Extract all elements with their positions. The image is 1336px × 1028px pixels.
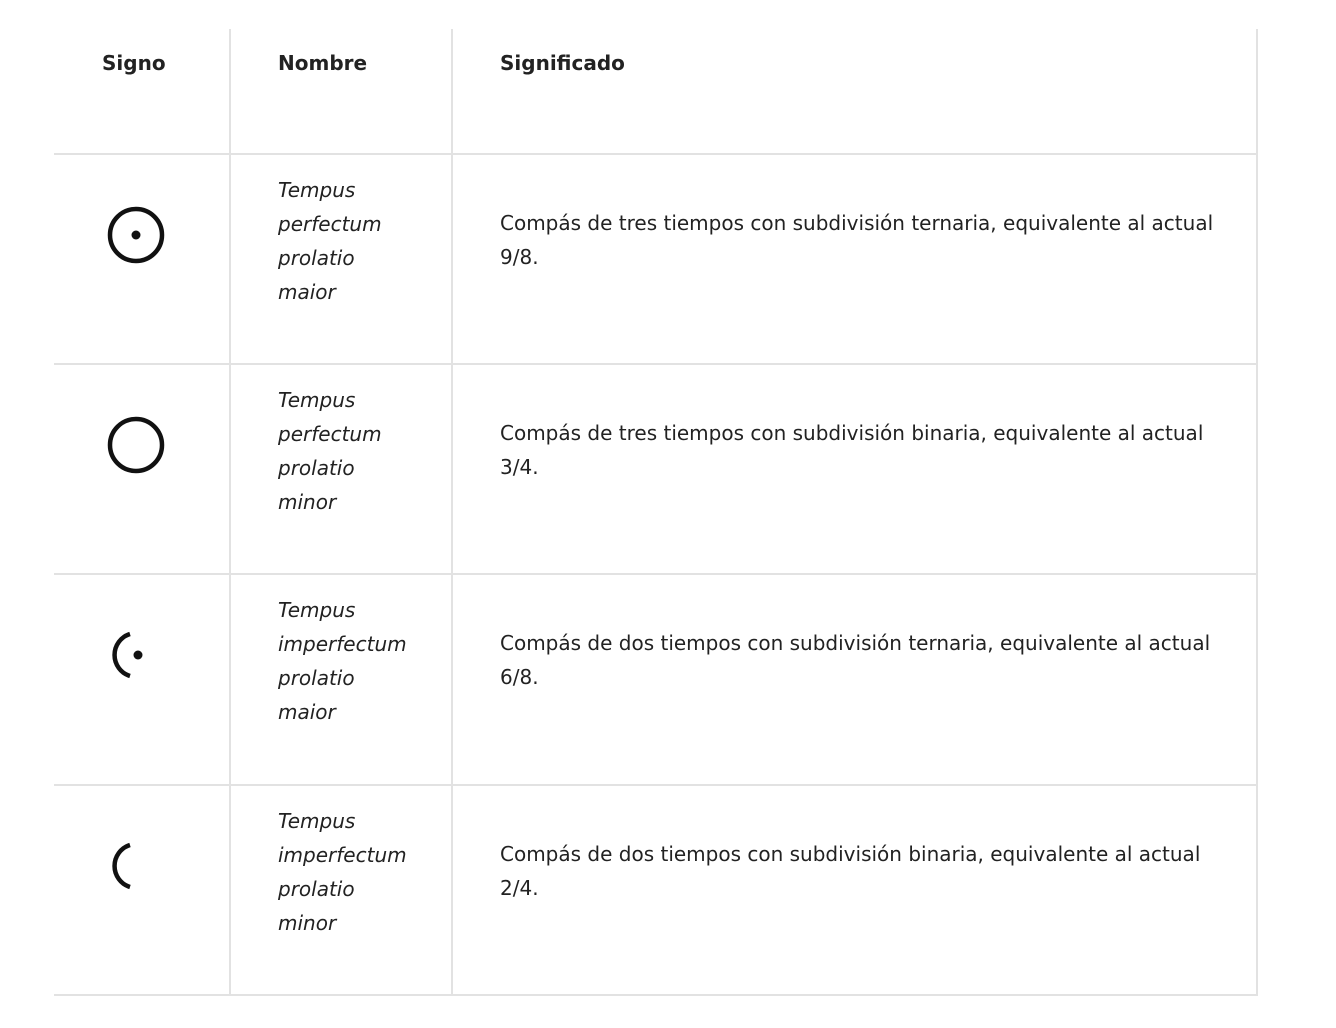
header-name: Nombre: [278, 51, 368, 75]
sign-meaning: Compás de dos tiempos con subdivisión ternaria, equivalente al actual 6/8.: [500, 631, 1211, 689]
mensural-signs-table: [54, 29, 1258, 996]
table-row: [54, 155, 1258, 364]
sign-meaning: Compás de dos tiempos con subdivisión binaria, equivalente al actual 2/4.: [500, 842, 1201, 900]
table-row: [54, 365, 1258, 574]
table-row: [54, 575, 1258, 784]
half-circle-icon: [105, 835, 167, 897]
circle-icon: [105, 414, 167, 476]
table-row: [54, 786, 1258, 995]
sign-name: Tempus imperfectum prolatio minor: [278, 809, 407, 935]
half-circle-with-dot-icon: [105, 624, 167, 686]
sign-name: Tempus perfectum prolatio minor: [278, 388, 382, 514]
sign-name: Tempus perfectum prolatio maior: [278, 178, 382, 304]
table-header: [54, 29, 1258, 153]
header-meaning: Significado: [500, 51, 625, 75]
sign-meaning: Compás de tres tiempos con subdivisión binaria, equivalente al actual 3/4.: [500, 421, 1204, 479]
circle-with-dot-icon: [105, 204, 167, 266]
sign-name: Tempus imperfectum prolatio maior: [278, 598, 407, 724]
sign-meaning: Compás de tres tiempos con subdivisión ternaria, equivalente al actual 9/8.: [500, 211, 1214, 269]
header-sign: Signo: [102, 51, 166, 75]
